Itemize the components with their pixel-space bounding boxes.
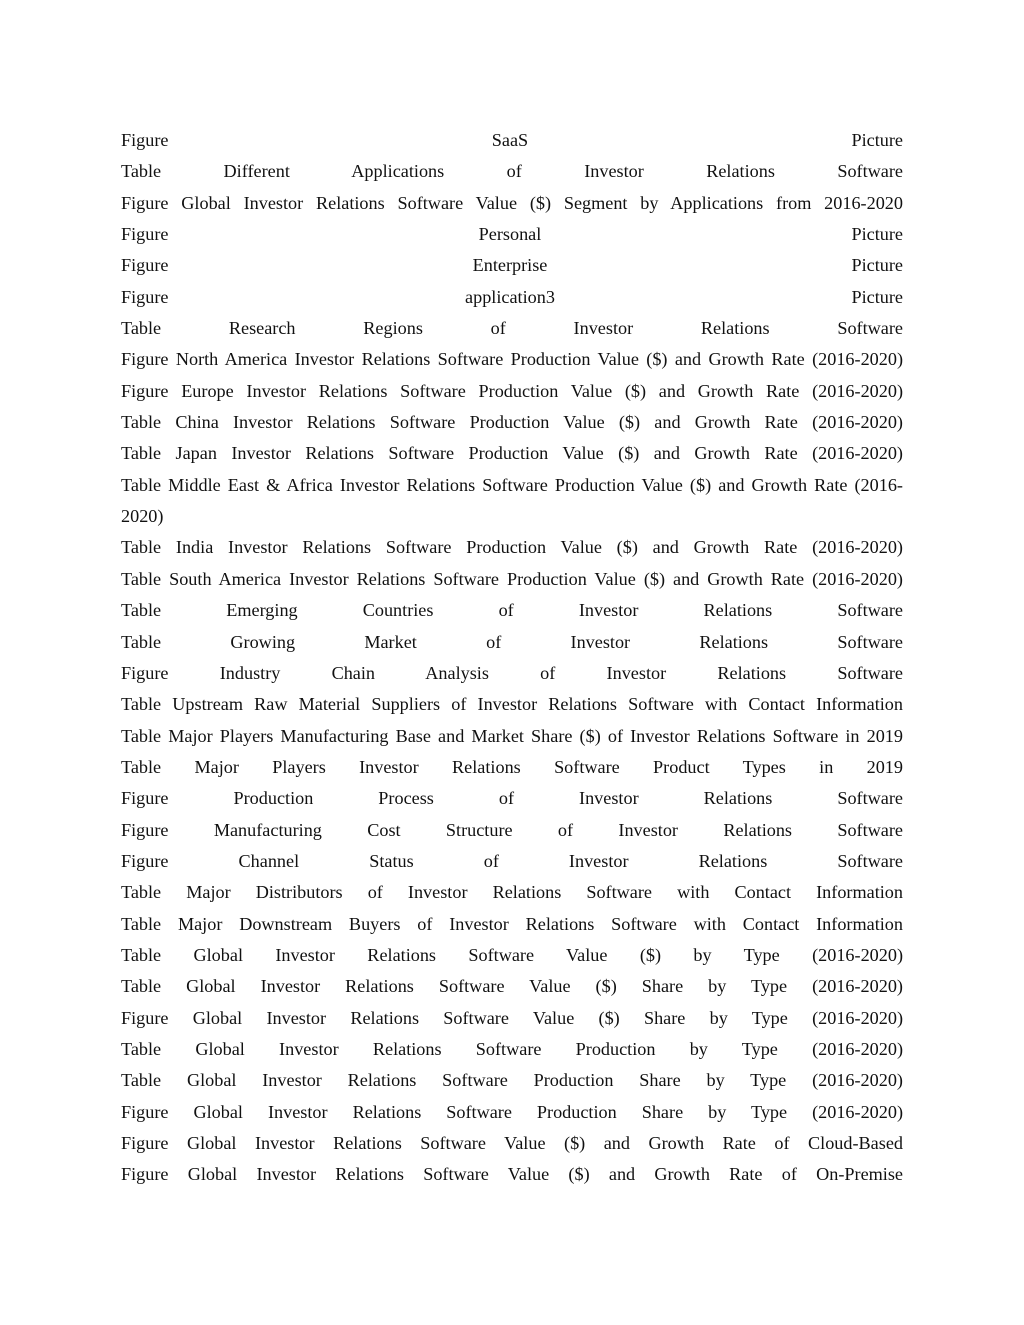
list-item: Table Growing Market of Investor Relations Software <box>121 631 903 652</box>
list-item: Table Global Investor Relations Software Value ($) by Type (2016-2020) <box>121 944 903 965</box>
list-item: Figure Global Investor Relations Software Value ($) Share by Type (2016-2020) <box>121 1007 903 1028</box>
list-item: Table Major Downstream Buyers of Investor Relations Software with Contact Information <box>121 913 903 934</box>
list-item-continuation: 2020) <box>121 506 164 527</box>
list-item: Figure Global Investor Relations Software Value ($) and Growth Rate of Cloud-Based <box>121 1133 903 1153</box>
list-item: Table China Investor Relations Software Production Value ($) and Growth Rate (2016-2020) <box>121 412 903 433</box>
list-item: Table Middle East & Africa Investor Relations Software Production Value ($) and Growth Rate (2016- <box>121 474 903 495</box>
list-item: Figure Channel Status of Investor Relations Software <box>121 850 903 871</box>
list-item: Figure Industry Chain Analysis of Investor Relations Software <box>121 662 903 683</box>
list-item: Figure Europe Investor Relations Software Production Value ($) and Growth Rate (2016-2020) <box>121 380 903 401</box>
list-item: Table Major Players Investor Relations Software Product Types in 2019 <box>121 756 903 777</box>
list-item: Figure Personal Picture <box>121 224 903 245</box>
list-item: Table Global Investor Relations Software Value ($) Share by Type (2016-2020) <box>121 976 903 997</box>
list-item: Figure Manufacturing Cost Structure of Investor Relations Software <box>121 819 903 840</box>
list-item: Table Global Investor Relations Software Production Share by Type (2016-2020) <box>121 1070 903 1091</box>
list-item: Table Global Investor Relations Software Production by Type (2016-2020) <box>121 1038 903 1059</box>
list-item: Table Major Players Manufacturing Base and Market Share ($) of Investor Relations Software in 2019 <box>121 725 903 746</box>
list-item: Figure Global Investor Relations Software Value ($) Segment by Applications from 2016-2020 <box>121 192 903 213</box>
list-item: Table Upstream Raw Material Suppliers of Investor Relations Software with Contact Information <box>121 694 903 715</box>
list-item: Table Major Distributors of Investor Relations Software with Contact Information <box>121 882 903 903</box>
list-item: Figure Enterprise Picture <box>121 255 903 276</box>
list-item: Figure Global Investor Relations Software Production Share by Type (2016-2020) <box>121 1101 903 1122</box>
list-item: Figure Production Process of Investor Relations Software <box>121 788 903 809</box>
list-item: Table South America Investor Relations Software Production Value ($) and Growth Rate (2016-2020) <box>121 568 903 589</box>
list-item: Figure North America Investor Relations Software Production Value ($) and Growth Rate (2016-2020) <box>121 349 903 370</box>
list-item: Table Emerging Countries of Investor Relations Software <box>121 600 903 621</box>
list-item: Table India Investor Relations Software Production Value ($) and Growth Rate (2016-2020) <box>121 537 903 558</box>
list-item: Table Japan Investor Relations Software Production Value ($) and Growth Rate (2016-2020) <box>121 443 903 464</box>
list-item: Table Different Applications of Investor Relations Software <box>121 161 903 182</box>
document-body <box>121 125 903 1191</box>
list-item: Table Research Regions of Investor Relations Software <box>121 318 903 339</box>
list-item: Figure SaaS Picture <box>121 130 903 150</box>
list-item: Figure Global Investor Relations Software Value ($) and Growth Rate of On-Premise <box>121 1164 903 1185</box>
list-item: Figure application3 Picture <box>121 286 903 307</box>
